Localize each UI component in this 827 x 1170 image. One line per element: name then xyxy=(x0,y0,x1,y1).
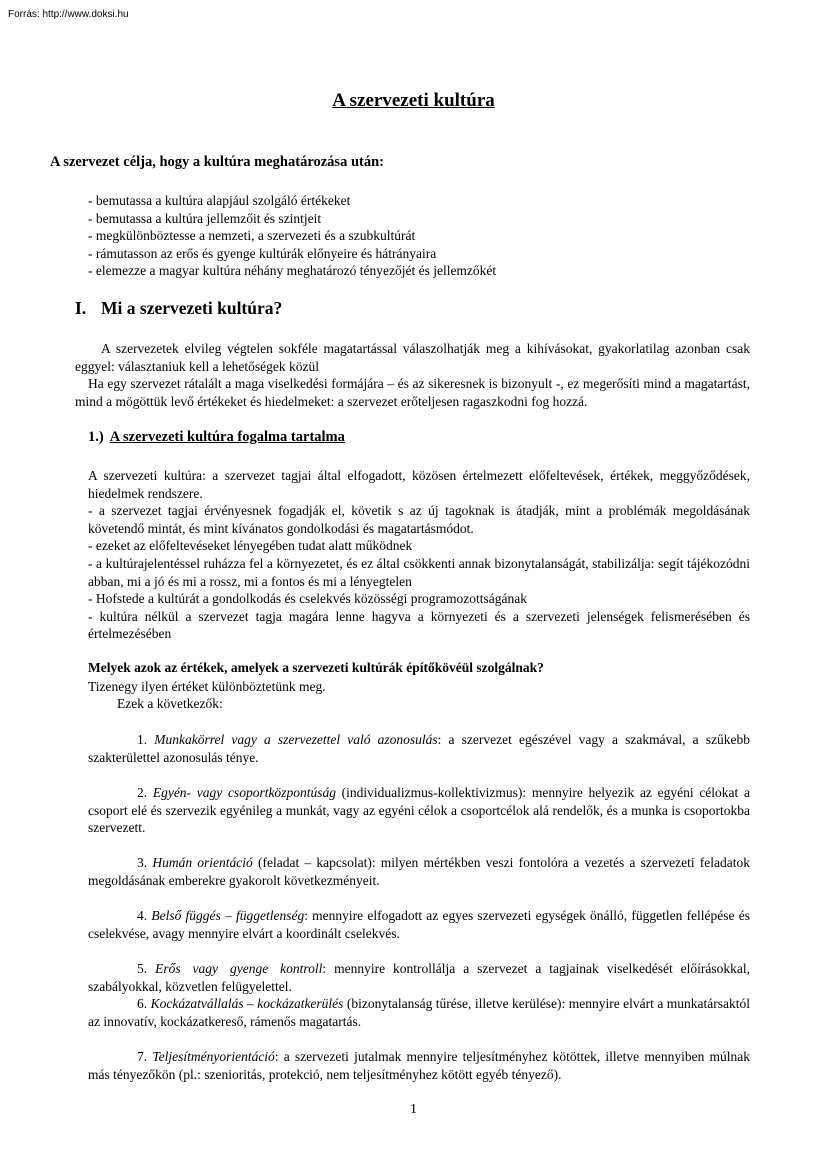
value-text: : a szervezeti jutalmak mennyire teljesítményhez kötöttek, illetve mennyiben múlnak más tényezőkön (pl.: szenioritás, protekció, nem teljesítményhez kötött egyéb tényező). xyxy=(88,1049,751,1082)
value-item xyxy=(88,995,750,1030)
value-text: : mennyire kontrollálja a szervezet a tagjainak viselkedését előírásokkal, szabályokkal, közvetlen felügyelettel. xyxy=(88,961,750,994)
value-text: (bizonytalanság tűrése, illetve kerülése): mennyire elvárt a munkatársaktól az innovatív, kockázatkereső, rámenős magatartás. xyxy=(88,996,750,1029)
page-number: 1 xyxy=(410,1102,417,1117)
value-number: 5. xyxy=(137,961,148,976)
section-number: I. xyxy=(75,298,87,318)
value-item xyxy=(88,907,750,942)
value-term: Erős vagy gyenge kontroll xyxy=(155,961,323,976)
definition-line: - kultúra nélkül a szervezet tagja magára lenne hagyva a környezeti és a szervezeti jelenségek felismerésében és értelmezésében xyxy=(88,608,750,642)
definition-line: - Hofstede a kultúrát a gondolkodás és cselekvés közösségi programozottságának xyxy=(88,591,527,607)
section-paragraph: Ha egy szervezet rátalált a maga viselkedési formájára – és az sikeresnek is bizonyult -, ez megerősíti mind a magatartást, mind a mögöttük levő értékeket és hiedelmeket: a szervezet erőteljesen ragaszkodni fog hozzá. xyxy=(75,376,750,409)
section-heading xyxy=(75,298,282,319)
definition-line: - ezeket az előfeltevéseket lényegében tudat alatt működnek xyxy=(88,538,413,554)
value-text: : a szervezet egészével vagy a szakmával, a szűkebb szakterülettel azonosulás ténye. xyxy=(88,732,750,765)
value-term: Egyén- vagy csoportközpontúság xyxy=(152,785,336,800)
values-question: Melyek azok az értékek, amelyek a szervezeti kultúrák építőkövéül szolgálnak? xyxy=(88,660,544,675)
value-text: (feladat – kapcsolat): milyen mértékben veszi fontolóra a vezetés a szervezeti feladatok megoldásának emberekre gyakorolt következményeit. xyxy=(88,855,750,888)
value-term: Munkakörrel vagy a szervezettel való azonosulás xyxy=(154,732,438,747)
source-url: Forrás: http://www.doksi.hu xyxy=(8,9,129,20)
value-term: Humán orientáció xyxy=(152,855,253,870)
value-term: Teljesítményorientáció xyxy=(152,1049,275,1064)
value-term: Kockázatvállalás – kockázatkerülés xyxy=(150,996,344,1011)
value-text: (individualizmus-kollektivizmus): mennyire helyezik az egyéni célokat a csoport elé és szervezik egyénileg a munkát, vagy az egyéni célok a csoportcélok alá rendelők, és a munka is csoportokba szervezett. xyxy=(88,785,750,836)
goal-item: - bemutassa a kultúra jellemzőit és szintjeit xyxy=(88,210,322,226)
definition-line: - a szervezet tagjai érvényesnek fogadják el, követik s az új tagoknak is átadják, mint a problémák megoldásának követendő mintát, és mint kívánatos gondolkodási és magatartásmódot. xyxy=(88,503,750,536)
value-item xyxy=(88,1048,750,1083)
value-text: : mennyire elfogadott az egyes szervezeti egységek önálló, független fellépése és cselekvése, avagy mennyire elvárt a koordinált cselekvés. xyxy=(88,908,750,941)
goal-list xyxy=(88,192,496,280)
definition-line: A szervezeti kultúra: a szervezet tagjai által elfogadott, közösen értelmezett előfeltevések, értékek, meggyőződések, hiedelmek rendszere. xyxy=(88,468,750,501)
goal-item: - rámutasson az erős és gyenge kultúrák előnyeire és hátrányaira xyxy=(88,245,437,261)
value-number: 3. xyxy=(137,855,148,870)
intro-heading: A szervezet célja, hogy a kultúra meghatározása után: xyxy=(50,154,384,170)
value-number: 6. xyxy=(137,996,148,1011)
definition-block xyxy=(88,467,750,643)
value-item xyxy=(88,854,750,889)
values-lead: Ezek a következők: xyxy=(117,696,223,711)
section-paragraph: A szervezetek elvileg végtelen sokféle magatartással válaszolhatják meg a kihívásokat, gyakorlatilag azonban csak eggyel: választaniuk kell a lehetőségek közül xyxy=(75,341,750,374)
subsection-title: A szervezeti kultúra fogalma tartalma xyxy=(109,429,345,445)
subsection-heading xyxy=(88,429,345,446)
page-title: A szervezeti kultúra xyxy=(332,90,495,111)
value-item xyxy=(88,784,750,837)
subsection-number: 1.) xyxy=(88,429,104,445)
value-number: 4. xyxy=(137,908,148,923)
section-title: Mi a szervezeti kultúra? xyxy=(101,298,283,318)
value-item xyxy=(88,731,750,766)
goal-item: - bemutassa a kultúra alapjául szolgáló értékeket xyxy=(88,193,351,208)
value-number: 2. xyxy=(137,785,148,800)
goal-item: - megkülönböztesse a nemzeti, a szervezeti és a szubkultúrát xyxy=(88,228,416,244)
goal-item: - elemezze a magyar kultúra néhány meghatározó tényezőjét és jellemzőkét xyxy=(88,263,497,279)
values-answer: Tizenegy ilyen értéket különböztetünk meg. xyxy=(88,679,326,694)
definition-line: - a kultúrajelentéssel ruházza fel a környezetet, és ez által csökkenti annak bizonytalanságát, stabilizálja: segít tájékozódni abban, mi a jó és mi a rossz, mi a fontos és mi a lényegtelen xyxy=(88,555,750,589)
value-number: 1. xyxy=(137,732,148,747)
value-number: 7. xyxy=(137,1049,148,1064)
value-item xyxy=(88,960,750,995)
value-term: Belső függés – függetlenség xyxy=(151,908,305,923)
